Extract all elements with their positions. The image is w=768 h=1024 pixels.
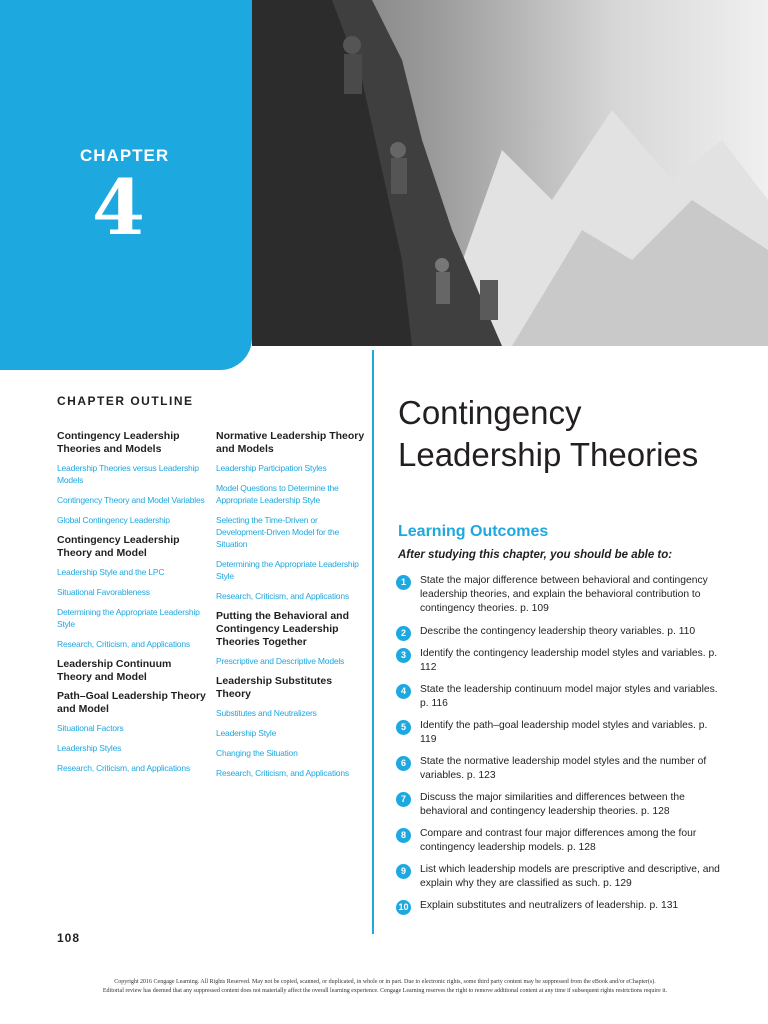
outline-item[interactable]: Selecting the Time-Driven or Development-Driven Model for the Situation	[216, 515, 340, 549]
learning-outcome	[396, 755, 726, 783]
learning-outcome	[396, 791, 726, 819]
outline-item[interactable]: Leadership Style and the LPC	[57, 567, 165, 577]
learning-outcome	[396, 899, 726, 913]
learning-outcomes-list	[396, 574, 726, 913]
learning-outcomes-intro: After studying this chapter, you should be able to:	[398, 549, 673, 561]
learning-outcome	[396, 625, 726, 639]
learning-outcome	[396, 719, 726, 747]
outcome-text: Identify the contingency leadership model styles and variables. p. 112	[420, 648, 718, 673]
outline-item[interactable]: Determining the Appropriate Leadership Style	[57, 607, 200, 629]
outline-item[interactable]: Leadership Theories versus Leadership Models	[57, 463, 199, 485]
chapter-outline-heading: CHAPTER OUTLINE	[57, 394, 194, 408]
chapter-label: CHAPTER	[80, 146, 170, 165]
outline-item[interactable]: Research, Criticism, and Applications	[216, 768, 349, 778]
learning-outcome	[396, 683, 726, 711]
outline-item[interactable]: Determining the Appropriate Leadership Style	[216, 559, 359, 581]
learning-outcome	[396, 647, 726, 675]
chapter-title-line: Contingency	[398, 394, 582, 431]
outline-item[interactable]: Situational Factors	[57, 723, 124, 733]
outcome-number-badge: 3	[396, 648, 411, 663]
page-number: 108	[57, 931, 81, 945]
outcome-text: State the leadership continuum model major styles and variables. p. 116	[420, 684, 718, 709]
outline-item[interactable]: Changing the Situation	[216, 748, 298, 758]
outline-section-title: Path–Goal Leadership Theory and Model	[57, 690, 206, 715]
chapter-number: 4	[92, 163, 145, 252]
outcome-text: State the major difference between behavioral and contingency leadership theories, and explain the behavioral contribution to contingency theories. p. 109	[420, 575, 708, 614]
outline-item[interactable]: Model Questions to Determine the Appropriate Leadership Style	[216, 483, 339, 505]
outline-item[interactable]: Global Contingency Leadership	[57, 515, 170, 525]
mountain-photo-illustration	[252, 0, 768, 346]
outcome-text: Explain substitutes and neutralizers of leadership. p. 131	[420, 900, 679, 911]
outline-item[interactable]: Leadership Style	[216, 728, 277, 738]
outcome-text: State the normative leadership model styles and the number of variables. p. 123	[420, 756, 707, 781]
outline-section-title: Putting the Behavioral and Contingency Leadership Theories Together	[216, 610, 350, 648]
outcome-text: Describe the contingency leadership theory variables. p. 110	[420, 626, 696, 637]
copyright-line: Editorial review has deemed that any suppressed content does not materially affect the overall learning experience. Cengage Learning reserves the right to remove additional content at any time if subsequent rights restrictions require it.	[102, 988, 668, 994]
outline-section-title: Leadership Substitutes Theory	[216, 675, 333, 700]
outcome-number-badge: 1	[396, 575, 411, 590]
outcome-number-badge: 5	[396, 720, 411, 735]
learning-outcome	[396, 574, 726, 616]
outcome-number-badge: 10	[396, 900, 411, 915]
outline-item[interactable]: Substitutes and Neutralizers	[216, 708, 317, 718]
chapter-title	[398, 392, 698, 476]
outline-item[interactable]: Research, Criticism, and Applications	[216, 591, 349, 601]
outcome-number-badge: 8	[396, 828, 411, 843]
outcome-text: List which leadership models are prescriptive and descriptive, and explain why they are classified as such. p. 129	[420, 864, 720, 889]
outline-item[interactable]: Contingency Theory and Model Variables	[57, 495, 205, 505]
outline-section-title: Contingency Leadership Theory and Model	[57, 534, 180, 559]
outcome-number-badge: 7	[396, 792, 411, 807]
chapter-title-line: Leadership Theories	[398, 436, 699, 473]
outline-item[interactable]: Research, Criticism, and Applications	[57, 639, 190, 649]
climbers-photo	[252, 0, 768, 346]
outcome-number-badge: 2	[396, 626, 411, 641]
outline-section-title: Normative Leadership Theory and Models	[216, 430, 365, 455]
outcome-number-badge: 9	[396, 864, 411, 879]
outcome-number-badge: 6	[396, 756, 411, 771]
learning-outcome	[396, 827, 726, 855]
outcome-text: Compare and contrast four major differences among the four contingency leadership models. p. 128	[420, 828, 697, 853]
learning-outcome	[396, 863, 726, 891]
outline-item[interactable]: Leadership Participation Styles	[216, 463, 327, 473]
outcome-number-badge: 4	[396, 684, 411, 699]
outline-right-column	[216, 430, 366, 787]
outline-item[interactable]: Prescriptive and Descriptive Models	[216, 656, 345, 666]
copyright-line: Copyright 2016 Cengage Learning. All Rights Reserved. May not be copied, scanned, or duplicated, in whole or in part. Due to electronic rights, some third party content may be suppressed from the eBook and/or eChapter(s).	[114, 979, 656, 985]
outline-item[interactable]: Leadership Styles	[57, 743, 122, 753]
outline-section-title: Contingency Leadership Theories and Models	[57, 430, 180, 455]
outcome-text: Identify the path–goal leadership model styles and variables. p. 119	[420, 720, 708, 745]
outline-item[interactable]: Research, Criticism, and Applications	[57, 763, 190, 773]
outline-left-column	[57, 430, 207, 782]
outline-item[interactable]: Situational Favorableness	[57, 587, 150, 597]
column-divider	[372, 350, 374, 934]
outcome-text: Discuss the major similarities and differences between the behavioral and contingency leadership theories. p. 128	[420, 792, 685, 817]
outline-section-title: Leadership Continuum Theory and Model	[57, 658, 172, 683]
copyright-notice	[40, 978, 730, 996]
learning-outcomes-heading: Learning Outcomes	[398, 523, 549, 540]
